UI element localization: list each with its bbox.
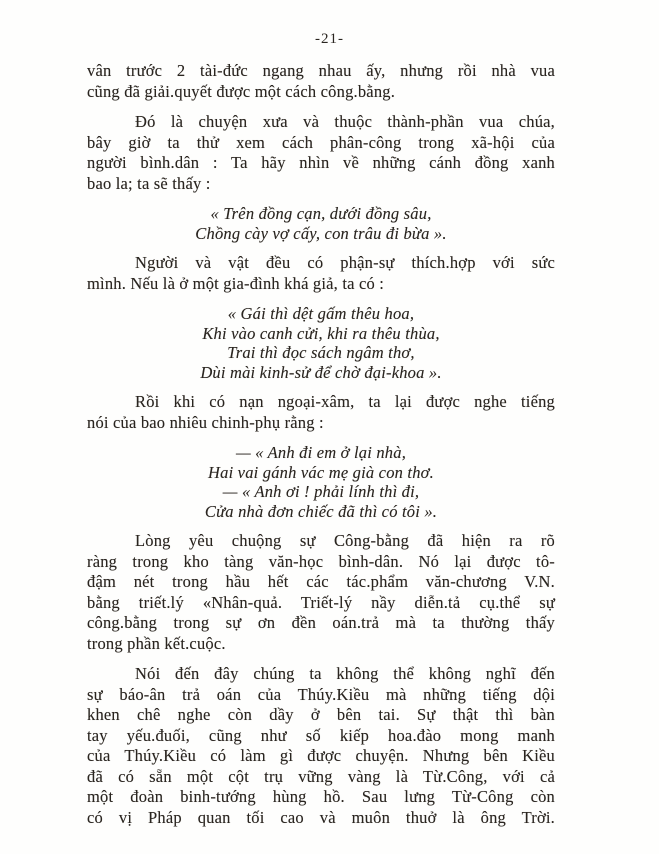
text-line: công.bằng trong sự ơn đền oán.trả mà ta thường thấy: [87, 613, 555, 632]
verse: [87, 304, 555, 382]
text-line: của Thúy.Kiều có làm gì được chuyện. Nhưng bên Kiều: [87, 746, 555, 765]
text-line: Nói đến đây chúng ta không thể không nghĩ đến: [135, 664, 555, 683]
verse-line: Khi vào canh cửi, khi ra thêu thùa,: [202, 323, 440, 343]
paragraph: [87, 392, 555, 433]
verse-line: Trai thì đọc sách ngâm thơ,: [227, 343, 415, 362]
text-line: bao la; ta sẽ thấy :: [87, 173, 211, 193]
text-line: một đoàn binh-tướng hùng hồ. Sau lưng Từ-Công còn: [87, 787, 555, 806]
text-line: đã có sẵn một cột trụ vững vàng là Từ.Công, với cả: [87, 766, 555, 786]
verse-line: Dùi mài kinh-sử để chờ đại-khoa ».: [200, 362, 442, 382]
paragraph: [87, 253, 555, 294]
verse-line: Cửa nhà đơn chiếc đã thì có tôi ».: [204, 501, 438, 521]
text-line: tay yếu.đuối, cũng như số kiếp hoa.đào mong manh: [87, 725, 555, 745]
text-line: đậm nét trong hầu hết các tác.phẩm văn-chương V.N.: [87, 572, 555, 591]
text-line: bây giờ ta thử xem cách phân-công trong xã-hội của: [87, 132, 555, 152]
verse-line: — « Anh ơi ! phải lính thì đi,: [222, 482, 420, 501]
text-line: bằng triết.lý «Nhân-quả. Triết-lý nầy diễn.tả cụ.thể sự: [87, 592, 555, 612]
text-line: sự báo-ân trả oán của Thúy.Kiều mà những tiếng dội: [87, 684, 555, 704]
verse: [87, 204, 555, 243]
page-number: -21-: [315, 31, 344, 47]
verse-line: Chồng cày vợ cấy, con trâu đi bừa ».: [195, 223, 447, 243]
text-line: người bình.dân : Ta hãy nhìn về những cánh đồng xanh: [87, 153, 555, 172]
text-line: Đó là chuyện xưa và thuộc thành-phần vua chúa,: [135, 112, 555, 131]
verse-line: Hai vai gánh vác mẹ già con thơ.: [208, 462, 434, 482]
text-line: cũng đã giải.quyết được một cách công.bằng.: [87, 81, 396, 101]
text-line: Rồi khi có nạn ngoại-xâm, ta lại được nghe tiếng: [135, 392, 555, 411]
text-line: ràng trong kho tàng văn-học bình-dân. Nó lại được tô-: [87, 551, 555, 571]
verse-line: « Trên đồng cạn, dưới đồng sâu,: [210, 204, 432, 223]
paragraph: [87, 61, 555, 102]
text-line: trong phần kết.cuộc.: [87, 633, 226, 653]
text-line: mình. Nếu là ở một gia-đình khá giả, ta có :: [87, 273, 385, 293]
text-line: Người và vật đều có phận-sự thích.hợp với sức: [135, 253, 555, 272]
text-line: có vị Pháp quan tối cao và muôn thuở là ông Trời.: [87, 807, 555, 827]
verse-line: « Gái thì dệt gấm thêu hoa,: [227, 304, 415, 323]
text-block: [87, 48, 555, 828]
text-line: nói của bao nhiêu chinh-phụ rằng :: [87, 412, 324, 432]
paragraph: [87, 664, 555, 828]
text-line: khen chê nghe còn dầy ở bên tai. Sự thật thì bàn: [87, 705, 555, 724]
paragraph: [87, 112, 555, 194]
verse-line: — « Anh đi em ở lại nhà,: [235, 443, 407, 462]
verse: [87, 443, 555, 521]
paragraph: [87, 531, 555, 654]
text-line: Lòng yêu chuộng sự Công-bằng đã hiện ra rõ: [135, 531, 555, 550]
text-line: vân trước 2 tài-đức ngang nhau ấy, nhưng rồi nhà vua: [87, 61, 555, 80]
